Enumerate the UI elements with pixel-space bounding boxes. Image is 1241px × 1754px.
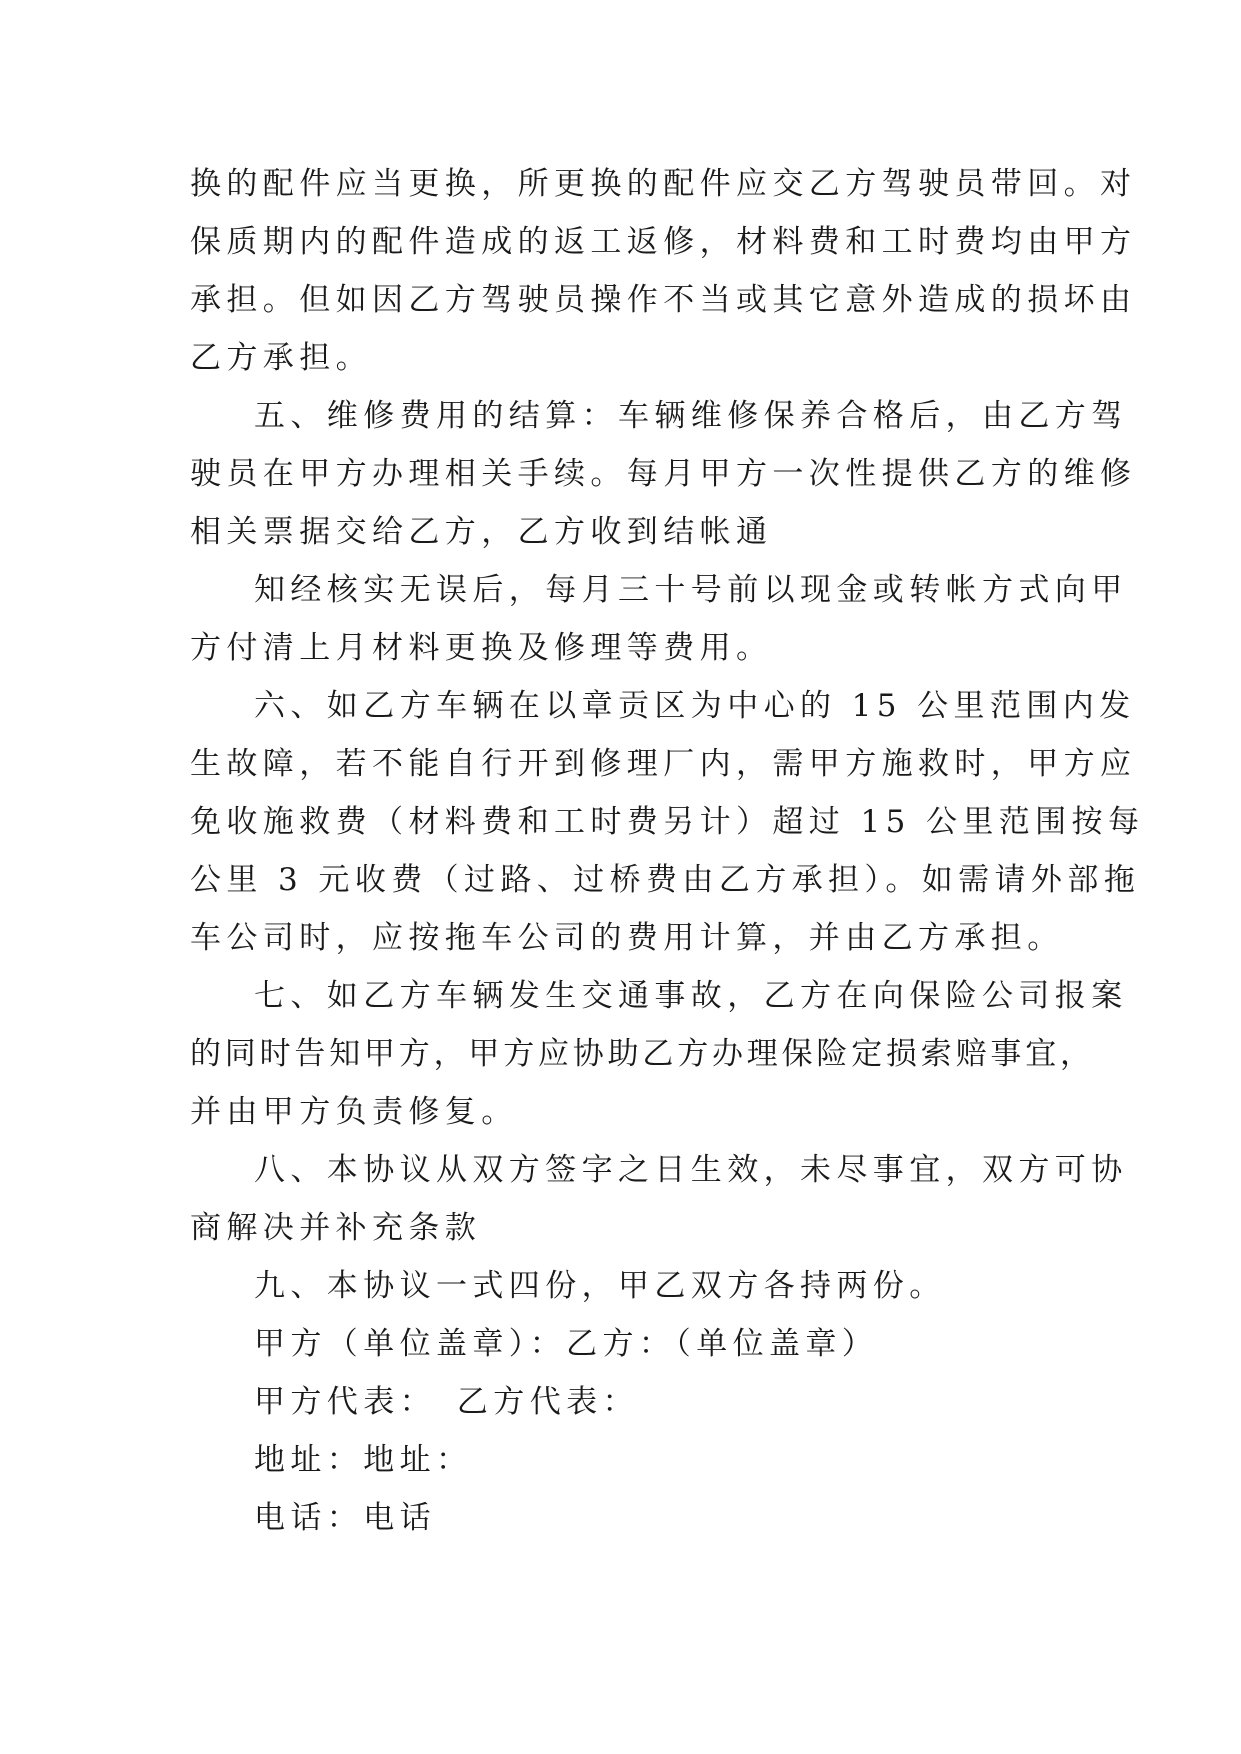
paragraph-continuation: 知经核实无误后，每月三十号前以现金或转帐方式向甲 <box>254 572 1128 608</box>
paragraph-6-start: 六、如乙方车辆在以章贡区为中心的 15 公里范围内发 <box>254 688 1136 724</box>
paragraph-8-start: 八、本协议从双方签字之日生效，未尽事宜，双方可协 <box>254 1152 1128 1188</box>
text-line: 生故障，若不能自行开到修理厂内，需甲方施救时，甲方应 <box>190 746 1137 782</box>
signature-phone-line: 电话：电话 <box>254 1500 436 1536</box>
text-line: 相关票据交给乙方，乙方收到结帐通 <box>190 514 773 550</box>
text-line: 方付清上月材料更换及修理等费用。 <box>190 630 773 666</box>
text-line: 免收施救费（材料费和工时费另计）超过 15 公里范围按每 <box>190 804 1145 840</box>
text-line: 公里 3 元收费（过路、过桥费由乙方承担）。如需请外部拖 <box>190 862 1141 898</box>
text-line: 乙方承担。 <box>190 340 372 376</box>
paragraph-5-start: 五、维修费用的结算：车辆维修保养合格后，由乙方驾 <box>254 398 1128 434</box>
text-line: 承担。但如因乙方驾驶员操作不当或其它意外造成的损坏由 <box>190 282 1137 318</box>
text-line: 的同时告知甲方，甲方应协助乙方办理保险定损索赔事宜， <box>190 1036 1095 1072</box>
paragraph-9: 九、本协议一式四份，甲乙双方各持两份。 <box>254 1268 946 1304</box>
signature-representative-line: 甲方代表： 乙方代表： <box>254 1384 639 1420</box>
paragraph-7-start: 七、如乙方车辆发生交通事故，乙方在向保险公司报案 <box>254 978 1128 1014</box>
signature-address-line: 地址：地址： <box>254 1442 473 1478</box>
text-line: 车公司时，应按拖车公司的费用计算，并由乙方承担。 <box>190 920 1064 956</box>
text-line: 保质期内的配件造成的返工返修，材料费和工时费均由甲方 <box>190 224 1137 260</box>
signature-seal-line: 甲方（单位盖章）：乙方：（单位盖章） <box>254 1326 879 1362</box>
text-line: 商解决并补充条款 <box>190 1210 482 1246</box>
text-line: 并由甲方负责修复。 <box>190 1094 518 1130</box>
text-line: 驶员在甲方办理相关手续。每月甲方一次性提供乙方的维修 <box>190 456 1137 492</box>
text-line: 换的配件应当更换，所更换的配件应交乙方驾驶员带回。对 <box>190 166 1137 202</box>
